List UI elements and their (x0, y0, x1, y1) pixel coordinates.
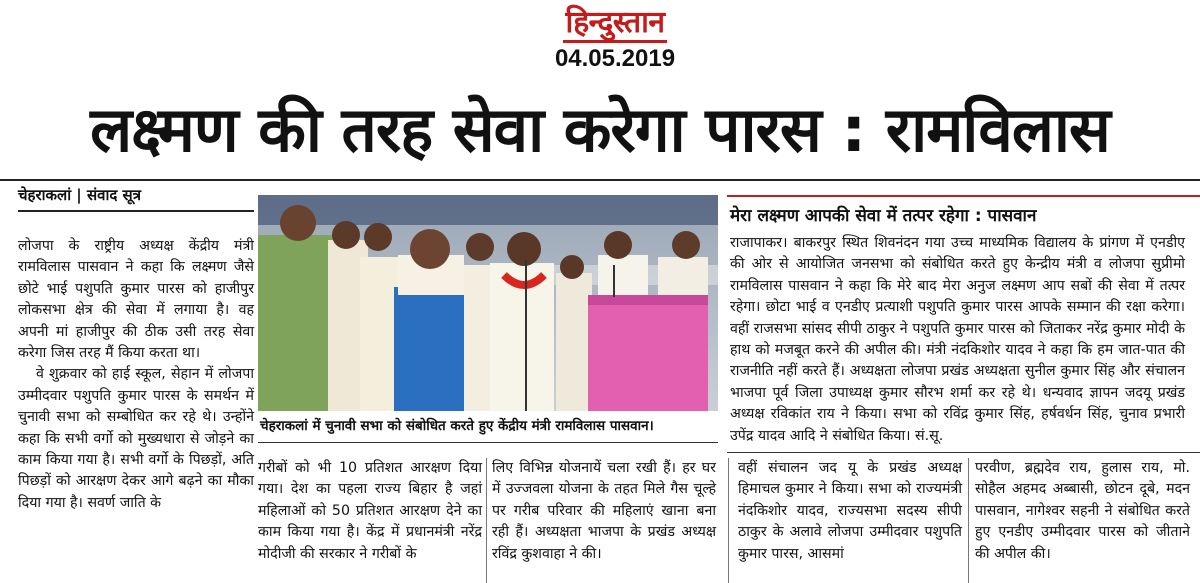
headline-divider (0, 179, 1200, 181)
rally-photo-illustration (258, 195, 718, 411)
paragraph: वे शुक्रवार को हाई स्कूल, सेहान में लोजपा उम्मीदवार पशुपति कुमार पारस के समर्थन में चुनावी सभा को सम्बोधित कर रहे थे। उन्होंने कहा कि सभी वर्गो को मुख्यधारा से जोड़ने का काम किया गया है। सभी वर्गो के पिछड़ों, अति पिछड़ों को आरक्षण देकर आगे बढ़ने का मौका दिया गया है। सवर्ण जाति के (18, 366, 254, 511)
newspaper-logo: हिन्दुस्तान (563, 6, 666, 43)
sidebar-accent-bar (727, 195, 1200, 197)
sidebar-divider (727, 452, 1200, 453)
byline-divider (18, 210, 254, 212)
article-column-3 (492, 458, 716, 565)
byline: चेहराकलां | संवाद सूत्र (18, 186, 141, 204)
paragraph: राजापाकर। बाकरपुर स्थित शिवनंदन गया उच्च माध्यमिक विद्यालय के प्रांगण में एनडीए की ओर से आयोजित जनसभा को संबोधित करते हुए केन्द्रीय मंत्री व लोजपा सुप्रीमो रामविलास पासवान ने कहा कि मेरे बाद मेरा अनुज लक्ष्मण आप सबों की सेवा में तत्पर रहेगा। छोटा भाई व एनडीए प्रत्याशी पशुपति कुमार पारस आपके सम्मान की रक्षा करेगा। वहीं राजसभा सांसद सीपी ठाकुर ने पशुपति कुमार पारस को जिताकर नरेंद्र कुमार मोदी के हाथ को मजबूत करने की अपील की। मंत्री नंदकिशोर यादव ने कहा कि हम जात-पात की राजनीति नहीं करते हैं। अध्यक्षता लोजपा प्रखंड अध्यक्षता सुनील कुमार सिंह और संचालन भाजपा पूर्व जिला उपाध्यक्ष कुमार सौरभ शर्मा कर रहे थे। धन्यवाद ज्ञापन जदयू प्रखंड अध्यक्ष रविकांत राय ने किया। सभा को रविंद्र कुमार सिंह, हर्षवर्धन सिंह, चुनाव प्रभारी उपेंद्र यादव आदि ने संबोधित किया। सं.सू. (730, 235, 1185, 444)
article-column-1 (18, 236, 254, 514)
masthead (540, 6, 690, 73)
photo-caption: चेहराकलां में चुनावी सभा को संबोधित करते हुए केंद्रीय मंत्री रामविलास पासवान। (260, 418, 654, 434)
column-divider (968, 458, 969, 583)
publication-date: 04.05.2019 (554, 45, 676, 72)
paragraph: परवीण, ब्रह्मदेव राय, हुलास राय, मो. सोहैल अहमद अब्बासी, छोटन दूबे, मदन पासवान, नागेश्वर सहनी ने संबोधित करते हुए एनडीए उम्मीदवार पारस को जीताने की अपील की। (975, 460, 1190, 562)
sidebar-story (730, 233, 1185, 447)
article-column-5 (975, 458, 1190, 565)
paragraph: लिए विभिन्न योजनायें चला रखी हैं। हर घर में उज्जवला योजना के तहत मिले गैस चूल्हे पर गरीब परिवार की महिलाएं खाना बना रही हैं। अध्यक्षता भाजपा के प्रखंड अध्यक्ष रविंद्र कुशवाहा ने की। (492, 460, 716, 562)
caption-divider (258, 442, 718, 443)
article-column-4 (738, 458, 962, 565)
column-divider (728, 458, 729, 583)
headline: लक्ष्मण की तरह सेवा करेगा पारस : रामविलास (90, 93, 1110, 166)
rally-photo (258, 195, 718, 411)
column-divider (486, 458, 487, 583)
paragraph: वहीं संचालन जद यू के प्रखंड अध्यक्ष हिमाचल कुमार ने किया। सभा को राज्यमंत्री नंदकिशोर यादव, राज्यसभा सदस्य सीपी ठाकुर के अलावे लोजपा उम्मीदवार पशुपति कुमार पारस, आसमां (738, 460, 962, 562)
article-column-2 (258, 458, 482, 565)
paragraph: गरीबों को भी 10 प्रतिशत आरक्षण दिया गया। देश का पहला राज्य बिहार है जहां महिलाओं को 50 प्रतिशत आरक्षण देने का काम किया गया है। केंद्र में प्रधानमंत्री नरेंद्र मोदीजी की सरकार ने गरीबों के (258, 460, 482, 562)
sidebar-headline: मेरा लक्ष्मण आपकी सेवा में तत्पर रहेगा : पासवान (730, 206, 1037, 226)
paragraph: लोजपा के राष्ट्रीय अध्यक्ष केंद्रीय मंत्री रामविलास पासवान ने कहा कि लक्ष्मण जैसे छोटे भाई पशुपति कुमार पारस को हाजीपुर लोकसभा क्षेत्र की सेवा में लगाया है। वह अपनी मां हाजीपुर की ठीक उसी तरह सेवा करेगा जिस तरह मैं किया करता था। (18, 238, 254, 362)
podium (588, 295, 708, 411)
